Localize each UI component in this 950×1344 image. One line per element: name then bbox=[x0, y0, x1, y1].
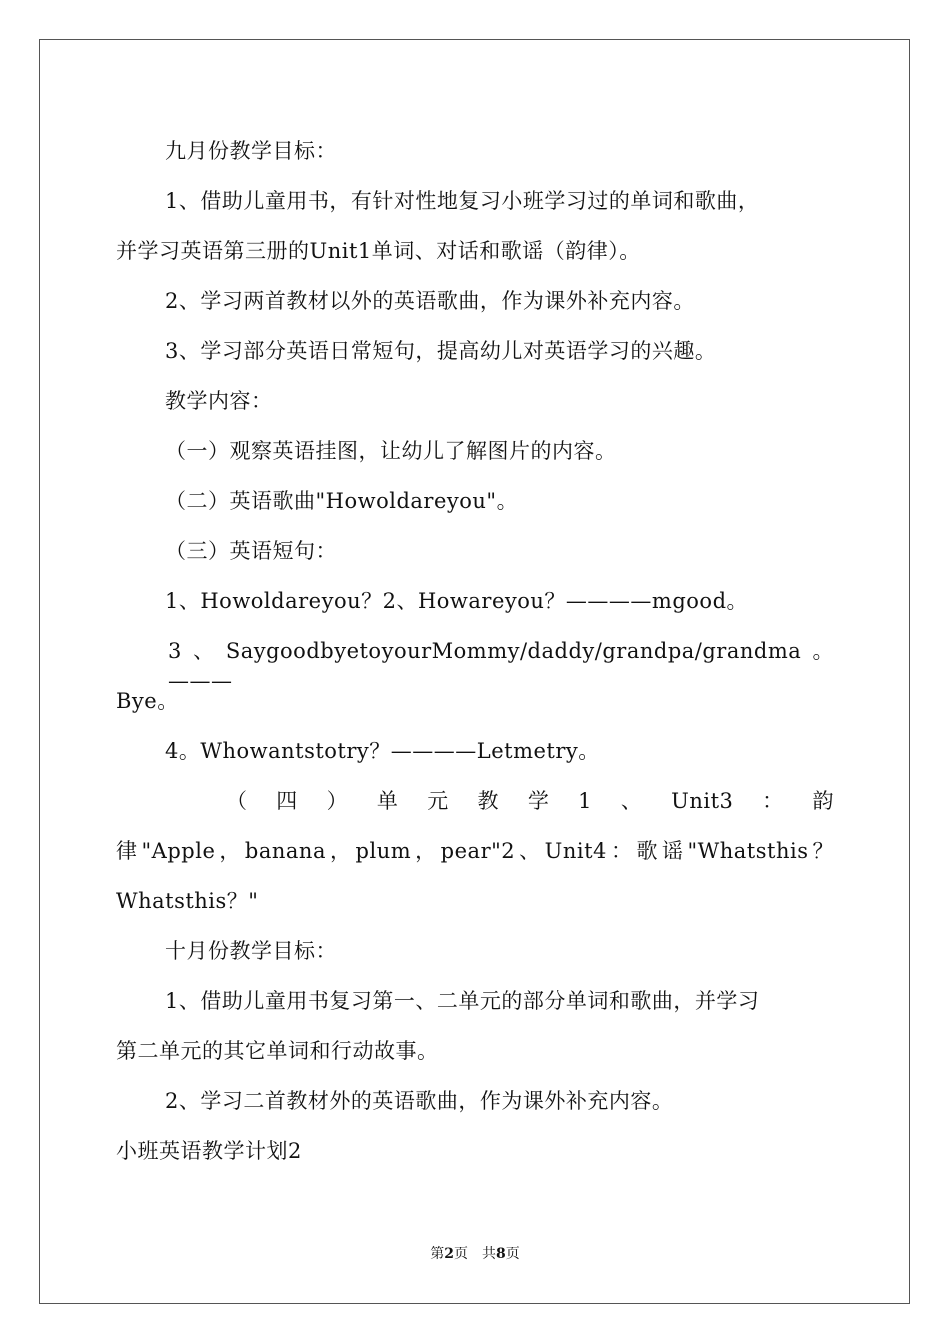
paragraph-line: 3、SaygoodbyetoyourMommy/daddy/grandpa/grandma。——— bbox=[168, 639, 834, 693]
paragraph-line: （一）观察英语挂图，让幼儿了解图片的内容。 bbox=[165, 439, 617, 463]
paragraph-line: 4。Whowantstotry？————Letmetry。 bbox=[165, 739, 600, 763]
footer-total-pages: 8 bbox=[496, 1246, 506, 1262]
heading-teaching-content: 教学内容： bbox=[165, 389, 273, 413]
paragraph-line: 1、借助儿童用书，有针对性地复习小班学习过的单词和歌曲， bbox=[165, 189, 760, 213]
section-title: 小班英语教学计划2 bbox=[116, 1139, 302, 1163]
footer-suffix: 页 bbox=[505, 1246, 520, 1262]
paragraph-line: 并学习英语第三册的Unit1单词、对话和歌谣（韵律）。 bbox=[116, 239, 641, 263]
paragraph-line: 2、学习二首教材外的英语歌曲，作为课外补充内容。 bbox=[165, 1089, 674, 1113]
heading-october-goals: 十月份教学目标： bbox=[165, 939, 337, 963]
footer-mid: 页 共 bbox=[454, 1246, 496, 1262]
paragraph-line: Whatsthis？" bbox=[116, 889, 259, 913]
paragraph-line: 律"Apple，banana，plum，pear"2、Unit4：歌谣"Whatsthis？ bbox=[116, 839, 834, 863]
footer-prefix: 第 bbox=[430, 1246, 445, 1262]
paragraph-line: （二）英语歌曲"Howoldareyou"。 bbox=[165, 489, 519, 513]
footer-page-number: 2 bbox=[444, 1246, 454, 1262]
paragraph-line: Bye。 bbox=[116, 689, 179, 713]
paragraph-line: 第二单元的其它单词和行动故事。 bbox=[116, 1039, 439, 1063]
paragraph-line: 1、Howoldareyou？2、Howareyou？————mgood。 bbox=[165, 589, 749, 613]
paragraph-line: （四）单元教学1、Unit3：韵 bbox=[226, 789, 834, 813]
paragraph-line: 3、学习部分英语日常短句，提高幼儿对英语学习的兴趣。 bbox=[165, 339, 717, 363]
paragraph-line: （三）英语短句： bbox=[165, 539, 337, 563]
paragraph-line: 1、借助儿童用书复习第一、二单元的部分单词和歌曲，并学习 bbox=[165, 989, 760, 1013]
heading-september-goals: 九月份教学目标： bbox=[165, 139, 337, 163]
page-footer bbox=[0, 1245, 950, 1263]
paragraph-line: 2、学习两首教材以外的英语歌曲，作为课外补充内容。 bbox=[165, 289, 695, 313]
